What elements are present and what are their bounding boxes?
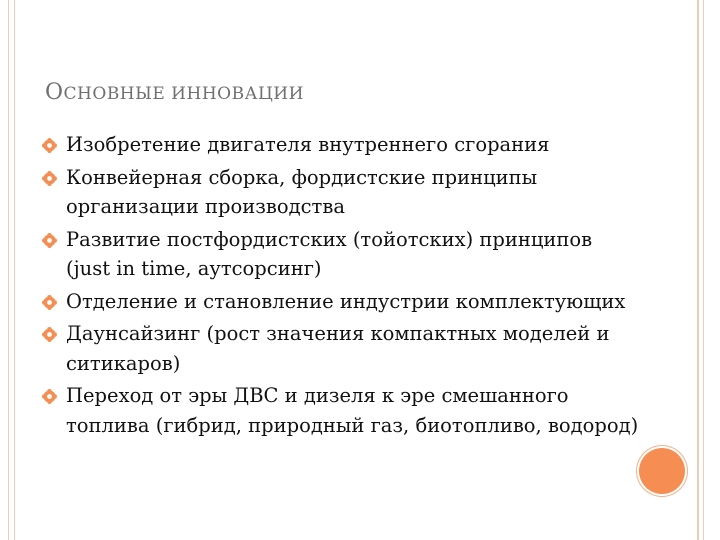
list-item [42,225,642,284]
slide-title-rest: СНОВНЫЕ ИННОВАЦИИ [63,84,304,104]
list-item [42,381,642,440]
bullet-text: Отделение и становление индустрии комплектующих [66,289,626,313]
list-item [42,319,642,378]
gear-flower-icon [42,233,57,248]
gear-flower-icon [42,138,57,153]
list-item [42,287,642,317]
bullet-text: Конвейерная сборка, фордистские принципы организации производства [66,165,538,218]
bullet-text: Изобретение двигателя внутреннего сгорания [66,133,550,156]
slide-title [45,80,304,105]
slide-title-first-letter: О [45,80,64,105]
slide-border-right-strip [698,0,704,540]
bullet-text: Переход от эры ДВС и дизеля к эре смешанного топлива (гибрид, природный газ, биотопливо, водород) [66,384,639,437]
gear-flower-icon [42,171,57,186]
gear-flower-icon [42,389,57,404]
bullet-list [42,130,642,443]
gear-flower-icon [42,327,57,342]
gear-flower-icon [42,295,57,310]
bullet-text: Даунсайзинг (рост значения компактных моделей и ситикаров) [66,322,610,375]
orange-circle-decoration [639,448,685,494]
list-item [42,130,642,160]
bullet-text: Развитие постфордистских (тойотских) принципов (just in time, аутсорсинг) [66,227,593,280]
list-item [42,163,642,222]
